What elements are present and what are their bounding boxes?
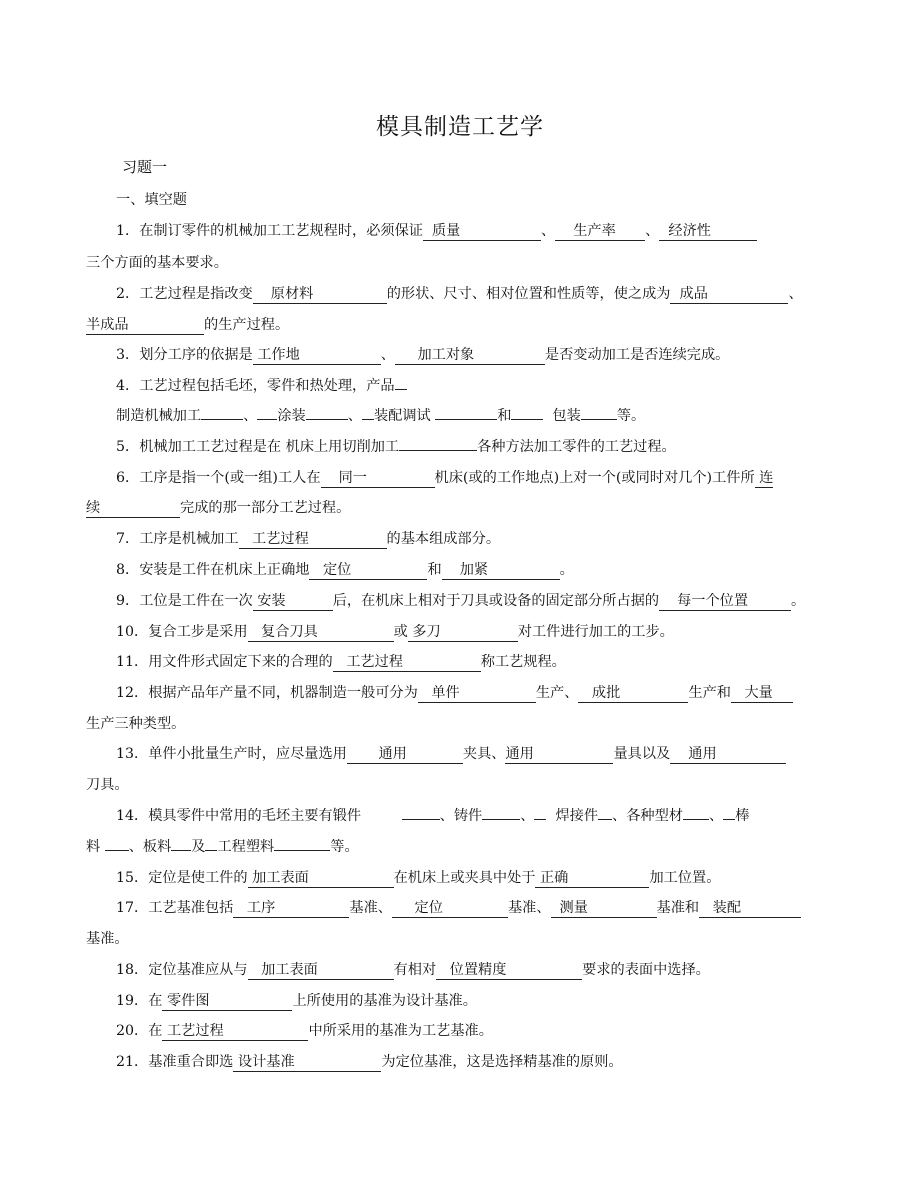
- answer-blank: 大量: [731, 685, 793, 703]
- question-text: 为定位基准，这是选择精基准的原则。: [381, 1054, 623, 1070]
- question-text: 后，在机床上相对于刀具或设备的固定部分所占据的: [332, 593, 660, 609]
- question-line: [116, 560, 574, 580]
- answer-blank: 通用: [670, 746, 786, 764]
- question-line: [86, 929, 129, 949]
- question-text: 料: [86, 839, 105, 855]
- section-heading: 一、填空题: [116, 192, 187, 208]
- answer-blank: [257, 419, 277, 420]
- question-text: 中所采用的基准为工艺基准。: [308, 1023, 493, 1039]
- question-text: 18．定位基准应从与: [116, 962, 248, 978]
- question-text: 17．工艺基准包括: [116, 900, 234, 916]
- question-text: 机床(或的工作地点)上对一个(或同时对几个)工件所: [434, 470, 755, 486]
- question-line: [116, 406, 645, 426]
- question-line: [116, 1021, 493, 1041]
- answer-blank: 正确: [535, 870, 649, 888]
- question-text: 等。: [330, 839, 359, 855]
- question-text: 棒: [735, 808, 750, 824]
- answer-blank: 工序: [233, 900, 349, 918]
- question-text: 各种方法加工零件的工艺过程。: [477, 439, 676, 455]
- answer-blank: 多刀: [408, 624, 518, 642]
- answer-blank: [511, 419, 543, 420]
- answer-blank: [399, 450, 477, 451]
- question-line: [86, 714, 185, 734]
- answer-blank: [171, 850, 191, 851]
- answer-blank: 工艺过程: [333, 654, 481, 672]
- question-text: 21．基准重合即选: [116, 1054, 234, 1070]
- answer-blank: [435, 419, 497, 420]
- answer-blank: 质量: [423, 223, 541, 241]
- question-line: [116, 345, 729, 365]
- question-text: 是否变动加工是否连续完成。: [544, 347, 730, 363]
- question-text: 、: [243, 408, 258, 424]
- answer-blank: 测量: [551, 900, 657, 918]
- question-text: 、: [347, 408, 362, 424]
- question-text: 12．根据产品年产量不同，机器制造一般可分为: [116, 685, 418, 701]
- question-text: 称工艺规程。: [480, 654, 566, 670]
- answer-blank: [395, 389, 407, 390]
- answer-blank: 复合刀具: [248, 624, 394, 642]
- answer-blank: 加工表面: [248, 962, 394, 980]
- question-text: 有相对: [393, 962, 437, 978]
- answer-blank: 加工表面: [248, 870, 394, 888]
- answer-blank: 续: [86, 500, 180, 518]
- question-text: 基准和: [656, 900, 700, 916]
- question-text: 14．模具零件中常用的毛坯主要有锻件: [116, 808, 402, 824]
- question-text: 和: [497, 408, 512, 424]
- question-line: [116, 1052, 623, 1072]
- answer-blank: [306, 419, 348, 420]
- question-text: 包装: [543, 408, 581, 424]
- answer-blank: 定位: [309, 562, 427, 580]
- answer-blank: 加工对象: [395, 347, 545, 365]
- question-text: 的形状、尺寸、相对位置和性质等，使之成为: [386, 286, 671, 302]
- question-text: 夹具、: [462, 746, 506, 762]
- answer-blank: 加紧: [442, 562, 560, 580]
- answer-blank: [362, 419, 374, 420]
- answer-blank: [105, 850, 129, 851]
- question-text: 加工位置。: [649, 870, 721, 886]
- answer-blank: [201, 419, 243, 420]
- question-text: 1．在制订零件的机械加工工艺规程时，必须保证: [116, 223, 423, 239]
- question-line: [86, 837, 359, 857]
- answer-blank: [581, 419, 617, 420]
- question-text: 涂装: [277, 408, 306, 424]
- question-line: [86, 253, 228, 273]
- question-text: 5．机械加工工艺过程是在 机床上用切削加工: [116, 439, 400, 455]
- question-line: [116, 652, 566, 672]
- question-text: 、铸件: [439, 808, 483, 824]
- question-text: 13．单件小批量生产时，应尽量选用: [116, 746, 347, 762]
- question-text: 19．在: [116, 993, 163, 1009]
- question-text: 或: [393, 624, 408, 640]
- question-text: 要求的表面中选择。: [582, 962, 710, 978]
- question-text: 基准、: [507, 900, 551, 916]
- answer-blank: [534, 819, 546, 820]
- question-text: 量具以及: [613, 746, 671, 762]
- answer-blank: [274, 850, 330, 851]
- question-line: [116, 622, 674, 642]
- answer-blank: 经济性: [659, 223, 757, 241]
- question-text: 装配调试: [373, 408, 436, 424]
- answer-blank: [482, 819, 520, 820]
- answer-blank: 位置精度: [436, 962, 582, 980]
- question-line: [116, 529, 500, 549]
- answer-blank: [402, 819, 440, 820]
- answer-blank: 装配: [699, 900, 801, 918]
- answer-blank: 工作地: [253, 347, 381, 365]
- question-line: [116, 683, 793, 703]
- question-text: 上所使用的基准为设计基准。: [292, 993, 477, 1009]
- question-text: 11．用文件形式固定下来的合理的: [116, 654, 333, 670]
- question-text: 焊接件: [546, 808, 599, 824]
- question-text: 、: [380, 347, 395, 363]
- question-text: 、板料: [128, 839, 172, 855]
- answer-blank: 单件: [418, 685, 536, 703]
- answer-blank: 工艺过程: [162, 1023, 308, 1041]
- question-line: [116, 591, 805, 611]
- answer-blank: [598, 819, 612, 820]
- question-text: 。: [791, 593, 806, 609]
- answer-blank: [205, 850, 217, 851]
- question-text: 的基本组成部分。: [386, 531, 501, 547]
- answer-blank: [683, 819, 709, 820]
- question-line: [116, 437, 676, 457]
- question-text: 对工件进行加工的工步。: [517, 624, 674, 640]
- answer-blank: 通用: [347, 746, 463, 764]
- question-text: 生产、: [535, 685, 579, 701]
- question-text: 三个方面的基本要求。: [86, 255, 228, 271]
- answer-blank: 成批: [578, 685, 688, 703]
- question-text: 的生产过程。: [204, 317, 290, 333]
- question-line: [116, 376, 407, 396]
- question-line: [116, 868, 720, 888]
- question-text: 在机床上或夹具中处于: [393, 870, 536, 886]
- answer-blank: 生产率: [555, 223, 645, 241]
- question-text: 、: [708, 808, 724, 824]
- question-text: 和: [427, 562, 442, 578]
- question-text: 15．定位是使工件的: [116, 870, 248, 886]
- question-text: 、: [788, 286, 803, 302]
- answer-blank: 原材料: [253, 286, 387, 304]
- question-text: 6．工序是指一个(或一组)工人在: [116, 470, 321, 486]
- question-line: [116, 991, 477, 1011]
- question-line: [116, 806, 749, 826]
- question-line: [116, 221, 757, 241]
- exercise-heading: 习题一: [122, 158, 168, 176]
- question-text: 20．在: [116, 1023, 163, 1039]
- question-text: 工程塑料: [217, 839, 275, 855]
- question-text: 刀具。: [86, 777, 129, 793]
- question-text: 。: [559, 562, 574, 578]
- question-line: [116, 960, 710, 980]
- answer-blank: 零件图: [162, 993, 292, 1011]
- question-text: 生产和: [688, 685, 731, 701]
- question-text: 、: [520, 808, 535, 824]
- question-text: 4．工艺过程包括毛坯，零件和热处理，产品: [116, 378, 395, 394]
- answer-blank: 连: [754, 470, 774, 486]
- question-text: 基准、: [349, 900, 392, 916]
- question-text: 7．工序是机械加工: [116, 531, 239, 547]
- answer-blank: 同一: [321, 470, 435, 488]
- answer-blank: 通用: [505, 746, 613, 764]
- answer-blank: 每一个位置: [659, 593, 791, 611]
- question-line: [116, 744, 786, 764]
- question-line: [86, 775, 129, 795]
- question-text: 、: [540, 223, 556, 239]
- question-text: 、: [645, 223, 660, 239]
- answer-blank: 定位: [392, 900, 508, 918]
- question-text: 基准。: [86, 931, 129, 947]
- question-text: 2．工艺过程是指改变: [116, 286, 253, 302]
- answer-blank: 设计基准: [233, 1054, 381, 1072]
- question-text: 9．工位是工件在一次: [116, 593, 253, 609]
- answer-blank: 工艺过程: [239, 531, 387, 549]
- question-text: 、各种型材: [612, 808, 683, 824]
- question-text: 生产三种类型。: [86, 716, 186, 732]
- question-text: 及: [191, 839, 206, 855]
- question-text: 8．安装是工件在机床上正确地: [116, 562, 310, 578]
- answer-blank: [723, 819, 735, 820]
- question-text: 制造机械加工: [116, 408, 202, 424]
- document-title: 模具制造工艺学: [376, 114, 544, 140]
- question-line: [86, 498, 350, 518]
- question-text: 完成的那一部分工艺过程。: [180, 500, 351, 516]
- question-text: 等。: [616, 408, 646, 424]
- answer-blank: 安装: [253, 593, 333, 611]
- question-line: [116, 468, 773, 488]
- answer-blank: 半成品: [86, 317, 204, 335]
- question-text: 3．划分工序的依据是: [116, 347, 253, 363]
- question-line: [86, 315, 289, 335]
- question-line: [116, 898, 801, 918]
- answer-blank: 成品: [670, 286, 788, 304]
- question-text: 10．复合工步是采用: [116, 624, 248, 640]
- question-line: [116, 284, 803, 304]
